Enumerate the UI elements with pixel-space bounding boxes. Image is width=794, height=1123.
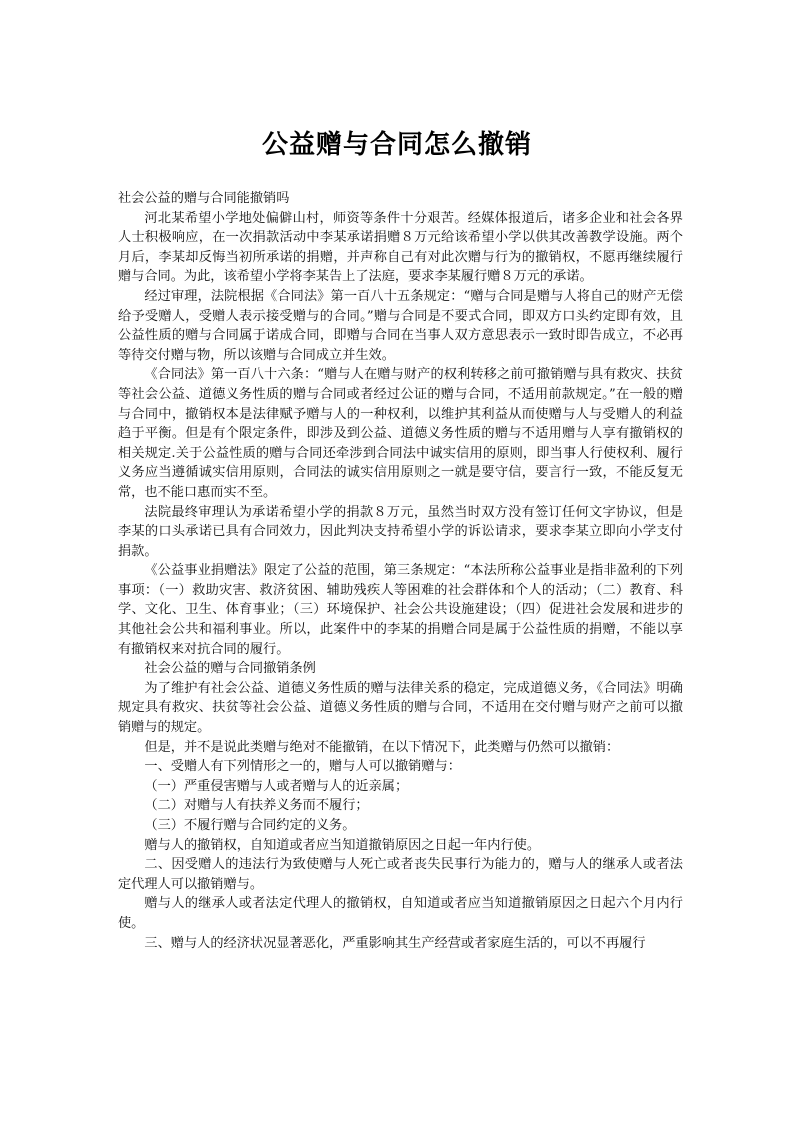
paragraph: 赠与人的撤销权，自知道或者应当知道撤销原因之日起一年内行使。 xyxy=(144,837,541,853)
paragraph: 赠与人的继承人或者法定代理人的撤销权，自知道或者应当知道撤销原因之日起六个月内行使。 xyxy=(118,896,683,931)
paragraph: 为了维护有社会公益、道德义务性质的赠与法律关系的稳定，完成道德义务，《合同法》明确规定具有救灾、扶贫等社会公益、道德义务性质的赠与合同，不适用在交付赠与财产之前可以撤销赠与的规定。 xyxy=(118,680,683,736)
paragraph: 二、因受赠人的违法行为致使赠与人死亡或者丧失民事行为能力的，赠与人的继承人或者法定代理人可以撤销赠与。 xyxy=(118,857,683,892)
paragraph: 三、赠与人的经济状况显著恶化，严重影响其生产经营或者家庭生活的，可以不再履行 xyxy=(144,935,646,951)
paragraph: 经过审理，法院根据《合同法》第一百八十五条规定：“赠与合同是赠与人将自己的财产无偿给予受赠人，受赠人表示接受赠与的合同。”赠与合同是不要式合同，即双方口头约定即有效，且公益性质的赠与合同属于诺成合同，即赠与合同在当事人双方意思表示一致时即告成立，不必再等待交付赠与物，所以该赠与合同成立并生效。 xyxy=(118,288,683,363)
paragraph: （一）严重侵害赠与人或者赠与人的近亲属； xyxy=(144,778,409,794)
paragraph: 《公益事业捐赠法》限定了公益的范围，第三条规定：“本法所称公益事业是指非盈利的下列事项：（一）救助灾害、救济贫困、辅助残疾人等困难的社会群体和个人的活动；（二）教育、科学、文化、卫生、体育事业；（三）环境保护、社会公共设施建设；（四）促进社会发展和进步的其他社会公共和福利事业。所以，此案件中的李某的捐赠合同是属于公益性质的捐赠，不能以享有撤销权来对抗合同的履行。 xyxy=(118,563,683,657)
paragraph: 河北某希望小学地处偏僻山村，师资等条件十分艰苦。经媒体报道后，诸多企业和社会各界人士积极响应，在一次捐款活动中李某承诺捐赠８万元给该希望小学以供其改善教学设施。两个月后，李某却反悔当初所承诺的捐赠，并声称自己有对此次赠与行为的撤销权，不愿再继续履行赠与合同。为此，该希望小学将李某告上了法庭，要求李某履行赠８万元的承诺。 xyxy=(118,210,683,285)
paragraph: （二）对赠与人有扶养义务而不履行； xyxy=(144,798,369,814)
paragraph: 法院最终审理认为承诺希望小学的捐款８万元，虽然当时双方没有签订任何文字协议，但是李某的口头承诺已具有合同效力，因此判决支持希望小学的诉讼请求，要求李某立即向小学支付捐款。 xyxy=(118,504,683,559)
paragraph: （三）不履行赠与合同约定的义务。 xyxy=(144,818,356,833)
paragraph: 但是，并不是说此类赠与绝对不能撤销，在以下情况下，此类赠与仍然可以撤销： xyxy=(144,739,620,755)
paragraph: 社会公益的赠与合同撤销条例 xyxy=(144,661,316,677)
paragraph: 《合同法》第一百八十六条：“赠与人在赠与财产的权利转移之前可撤销赠与具有救灾、扶贫等社会公益、道德义务性质的赠与合同或者经过公证的赠与合同，不适用前款规定。”在一般的赠与合同中，撤销权本是法律赋予赠与人的一种权利，以维护其利益从而使赠与人与受赠人的利益趋于平衡。但是有个限定条件，即涉及到公益、道德义务性质的赠与不适用赠与人享有撤销权的相关规定.关于公益性质的赠与合同还牵涉到合同法中诚实信用的原则，即当事人行使权利、履行义务应当遵循诚实信用原则，合同法的诚实信用原则之一就是要守信，要言行一致，不能反复无常，也不能口惠而实不至。 xyxy=(118,367,683,500)
document-body xyxy=(118,189,683,953)
paragraph: 一、受赠人有下列情形之一的，赠与人可以撤销赠与： xyxy=(144,759,461,775)
paragraph: 社会公益的赠与合同能撤销吗 xyxy=(118,191,290,206)
document-title: 公益赠与合同怎么撤销 xyxy=(261,130,532,160)
